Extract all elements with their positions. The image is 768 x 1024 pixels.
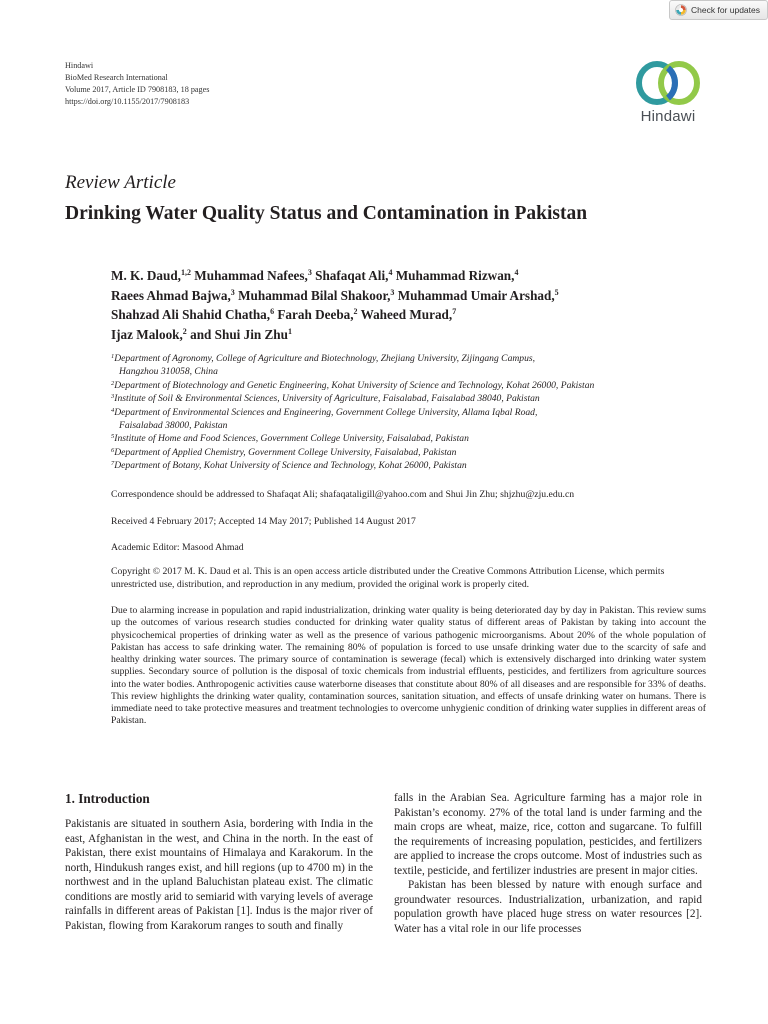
affiliation-continuation: Hangzhou 310058, China — [119, 366, 218, 378]
affiliation-text: Department of Agronomy, College of Agriculture and Biotechnology, Zhejiang University, Zijingang Campus, — [114, 353, 536, 364]
author-affiliation-number: 7 — [452, 307, 457, 316]
author-affiliation-number: 3 — [307, 268, 312, 277]
affiliation-number: 6 — [111, 446, 115, 454]
author-affiliation-number: 1,2 — [180, 268, 191, 277]
author-name: Shafaqat Ali, — [311, 268, 389, 283]
author-name: Waheed Murad, — [357, 307, 453, 322]
author-name: Shahzad Ali Shahid Chatha, — [111, 307, 271, 322]
author-name: Muhammad Rizwan, — [392, 268, 515, 283]
affiliation-text: Department of Botany, Kohat University of Science and Technology, Kohat 26000, Pakistan — [114, 460, 467, 472]
author-affiliation-number: 4 — [514, 268, 519, 277]
academic-editor: Academic Editor: Masood Ahmad — [111, 542, 244, 553]
affiliation-text: Institute of Soil & Environmental Sciences, University of Agriculture, Faisalabad, Faisalabad 38040, Pakistan — [114, 393, 540, 405]
author-affiliation-number: 6 — [270, 307, 275, 316]
author-affiliation-number: 5 — [554, 287, 559, 297]
affiliation-text: Department of Applied Chemistry, Government College University, Faisalabad, Pakistan — [114, 446, 457, 458]
author-affiliation-number: 1 — [287, 326, 292, 336]
author-name: and Shui Jin Zhu — [186, 326, 288, 342]
intro-column-right — [394, 791, 702, 936]
author-affiliation-number: 4 — [388, 268, 393, 277]
section-heading-introduction: 1. Introduction — [65, 791, 150, 806]
doi-link[interactable]: https://doi.org/10.1155/2017/7908183 — [65, 97, 190, 106]
author-affiliation-number: 3 — [230, 287, 235, 297]
volume-info: Volume 2017, Article ID 7908183, 18 pages — [65, 85, 210, 94]
author-line — [111, 325, 559, 345]
affiliation-number: 5 — [111, 433, 115, 441]
affiliation-item — [111, 432, 594, 445]
publisher-name: Hindawi — [65, 61, 94, 70]
affiliation-continuation: Faisalabad 38000, Pakistan — [119, 420, 228, 432]
affiliation-item — [111, 459, 594, 472]
author-line — [111, 266, 559, 286]
author-name: Muhammad Nafees, — [190, 268, 308, 283]
affiliation-list — [111, 352, 594, 473]
affiliation-text: Department of Environmental Sciences and Engineering, Government College University, Allama Iqbal Road, — [114, 406, 538, 418]
crossmark-icon — [675, 4, 687, 16]
author-name: Muhammad Umair Arshad, — [394, 287, 555, 303]
author-name: M. K. Daud, — [111, 268, 181, 283]
affiliation-item — [111, 446, 594, 459]
abstract: Due to alarming increase in population and rapid industrialization, drinking water quality is being deteriorated day by day in Pakistan. This review sums up the outcomes of various research studies conducted for drinking water quality status of different areas of Pakistan by taking into account the physicochemical properties of drinking water as well as the presence of various pathogenic microorganisms. About 20% of the whole population of Pakistan has access to safe drinking water. The remaining 80% of population is forced to use unsafe drinking water due to the scarcity of safe and healthy drinking water sources. The primary source of contamination is sewerage (fecal) which is extensively discharged into drinking water system supplies. Secondary source of pollution is the disposal of toxic chemicals from industrial effluents, pesticides, and fertilizers from agriculture sources into the water bodies. Anthropogenic activities cause waterborne diseases that constitute about 80% of all diseases and are responsible for 33% of deaths. This review highlights the drinking water quality, contamination sources, sanitation situation, and effects of unsafe drinking water on humans. There is immediate need to take protective measures and treatment technologies to overcome unhygienic condition of drinking water supplies in different areas of Pakistan. — [111, 605, 706, 727]
author-list — [111, 266, 559, 344]
author-affiliation-number: 2 — [182, 326, 187, 336]
affiliation-number: 4 — [111, 406, 115, 414]
affiliation-item — [111, 406, 594, 419]
affiliation-number: 2 — [111, 379, 115, 387]
author-name: Raees Ahmad Bajwa, — [111, 287, 231, 303]
author-name: Farah Deeba, — [274, 307, 354, 322]
author-affiliation-number: 2 — [353, 307, 358, 316]
correspondence: Correspondence should be addressed to Shafaqat Ali; shafaqataligill@yahoo.com and Shui Jin Zhu; shjzhu@zju.edu.cn — [111, 489, 575, 500]
hindawi-logo-icon — [633, 58, 703, 108]
affiliation-number: 7 — [111, 460, 115, 468]
publication-dates: Received 4 February 2017; Accepted 14 May 2017; Published 14 August 2017 — [111, 516, 416, 527]
hindawi-logo-text: Hindawi — [640, 108, 696, 125]
check-for-updates-button[interactable] — [669, 0, 768, 20]
intro-column-left: Pakistanis are situated in southern Asia, bordering with India in the east, Afghanistan in the west, and China in the north. In the east of Pakistan, there exist mountains of Himalaya and Karakorum. In the north, Hindukush ranges exist, and hill regions (up to 4700 m) in the northwest and in the upland Baluchistan plateau exist. The climatic conditions are mostly arid to semiarid with varying levels of average rainfalls in different areas of Pakistan [1]. Indus is the major river of Pakistan, flowing from Karakorum ranges to south and finally — [65, 818, 373, 932]
affiliation-text: Institute of Home and Food Sciences, Government College University, Faisalabad, Pakistan — [114, 433, 469, 445]
affiliation-item — [111, 379, 594, 392]
affiliation-number: 1 — [111, 353, 115, 360]
intro-paragraph: falls in the Arabian Sea. Agriculture farming has a major role in Pakistan’s economy. 27% of the total land is under farming and the main crops are wheat, maize, rice, cotton and sugarcane. To fulfill the requirements of increasing population, pesticides, and fertilizers are applied to increase the crops outcome. Most of industries such as textile, pesticide, and fertilizer industries are present in major cities. — [394, 792, 702, 877]
author-line — [111, 305, 559, 325]
article-type: Review Article — [65, 172, 176, 193]
affiliation-item — [111, 392, 594, 405]
check-for-updates-label: Check for updates — [691, 5, 760, 15]
affiliation-number: 3 — [111, 393, 115, 401]
intro-paragraph: Pakistan has been blessed by nature with enough surface and groundwater resources. Industrialization, urbanization, and rapid population growth have placed huge stress on water resources [2]. Water has a vital role in our life processes — [394, 879, 702, 935]
hindawi-logo — [628, 58, 708, 125]
copyright-notice: Copyright © 2017 M. K. Daud et al. This is an open access article distributed under the Creative Commons Attribution License, which permits unrestricted use, distribution, and reproduction in any medium, provided the original work is properly cited. — [111, 566, 665, 590]
author-line — [111, 286, 559, 306]
author-name: Muhammad Bilal Shakoor, — [234, 287, 391, 303]
journal-name: BioMed Research International — [65, 73, 168, 82]
affiliation-text: Department of Biotechnology and Genetic Engineering, Kohat University of Science and Technology, Kohat 26000, Pakistan — [114, 379, 595, 391]
affiliation-item — [111, 352, 594, 365]
article-title: Drinking Water Quality Status and Contamination in Pakistan — [65, 203, 588, 224]
author-affiliation-number: 3 — [390, 287, 395, 297]
journal-info — [65, 60, 209, 108]
author-name: Ijaz Malook, — [111, 326, 183, 342]
